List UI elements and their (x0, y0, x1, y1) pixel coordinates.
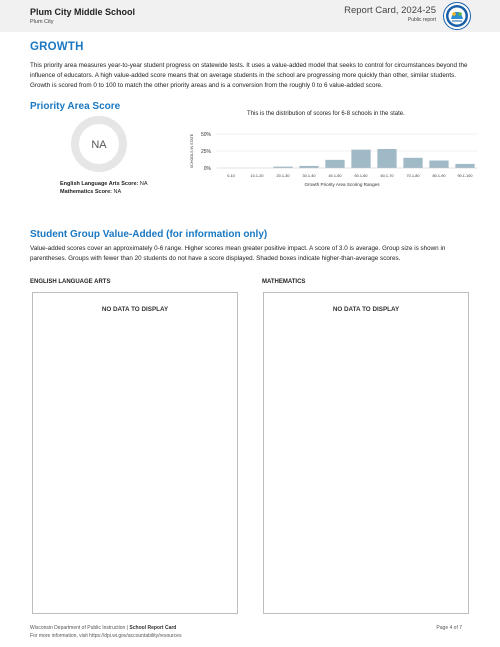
bar-70.1-80 (403, 158, 422, 168)
bar-40.1-50 (325, 160, 344, 168)
math-score-line (60, 188, 148, 196)
district-name: Plum City (30, 19, 54, 25)
x-tick-label: 50.1-60 (354, 174, 368, 178)
ela-score-line (60, 180, 148, 188)
x-axis-title: Growth Priority Area Scoring Ranges (304, 182, 380, 187)
school-name: Plum City Middle School (30, 7, 136, 17)
x-tick-label: 10.1-20 (250, 174, 264, 178)
bar-30.1-40 (299, 166, 318, 168)
math-score-value: NA (113, 189, 122, 195)
bar-50.1-60 (351, 150, 370, 168)
subject-scores (60, 180, 148, 196)
student-group-description: Value-added scores cover an approximately 0-6 range. Higher scores mean greater positive impact. A score of 3.0 is average. Group size is shown in parentheses. Groups with fewer than 20 students do not have a score displayed. Shaded boxes indicate higher-than-average scores. (30, 245, 446, 262)
priority-score-donut (70, 115, 128, 173)
footer-dept: Wisconsin Department of Public Instruction | (30, 625, 129, 631)
y-axis-title: SCHOOLS IN STATE (190, 133, 194, 169)
bar-90.1-100 (455, 164, 474, 168)
ela-no-data-message: NO DATA TO DISPLAY (101, 306, 169, 313)
y-tick-label: 50% (200, 131, 211, 138)
x-tick-label: 60.1-70 (380, 174, 394, 178)
x-tick-label: 0-10 (227, 174, 235, 178)
dpi-seal-icon (443, 2, 471, 30)
x-tick-label: 20.1-30 (276, 174, 290, 178)
math-panel-label: MATHEMATICS (262, 279, 306, 285)
footer-more-info: For more information, visit https://dpi.wi.gov/accountability/resources (30, 632, 182, 639)
y-tick-label: 0% (203, 165, 211, 172)
growth-description: This priority area measures year-to-year student progress on statewide tests. It uses a value-added model that seeks to control for circumstances beyond the influence of educators. A high value-added score means that on average students in the school are progressing more quickly than other, similar students. Growth is scored from 0 to 100 to match the other priority areas and is a conversion from the roughly 0 to 6 value-added score. (30, 62, 468, 89)
footer (30, 625, 181, 640)
growth-heading: GROWTH (30, 41, 84, 53)
priority-area-heading: Priority Area Score (30, 101, 121, 112)
footer-card-title: School Report Card (129, 625, 177, 631)
bar-60.1-70 (377, 149, 396, 168)
math-value-added-panel (263, 292, 469, 614)
x-tick-label: 80.1-90 (432, 174, 446, 178)
ela-panel-label: ENGLISH LANGUAGE ARTS (30, 279, 111, 285)
priority-score-value: NA (91, 139, 107, 151)
page-number: Page 4 of 7 (436, 625, 462, 631)
student-group-heading: Student Group Value-Added (for information only) (30, 229, 268, 240)
x-tick-label: 30.1-40 (302, 174, 316, 178)
report-title: Report Card, 2024-25 (344, 5, 436, 16)
distribution-caption: This is the distribution of scores for 6-8 schools in the state. (247, 111, 405, 117)
math-score-label: Mathematics Score: (60, 189, 112, 195)
report-header (0, 0, 500, 32)
ela-score-label: English Language Arts Score: (60, 181, 139, 187)
report-type: Public report (407, 17, 436, 23)
y-tick-label: 25% (200, 148, 211, 155)
math-no-data-message: NO DATA TO DISPLAY (332, 306, 400, 313)
x-tick-label: 70.1-80 (406, 174, 420, 178)
ela-value-added-panel (32, 292, 238, 614)
ela-score-value: NA (139, 181, 148, 187)
x-tick-label: 90.1-100 (457, 174, 473, 178)
bar-80.1-90 (429, 161, 448, 168)
growth-distribution-chart (180, 124, 480, 192)
x-tick-label: 40.1-50 (328, 174, 342, 178)
